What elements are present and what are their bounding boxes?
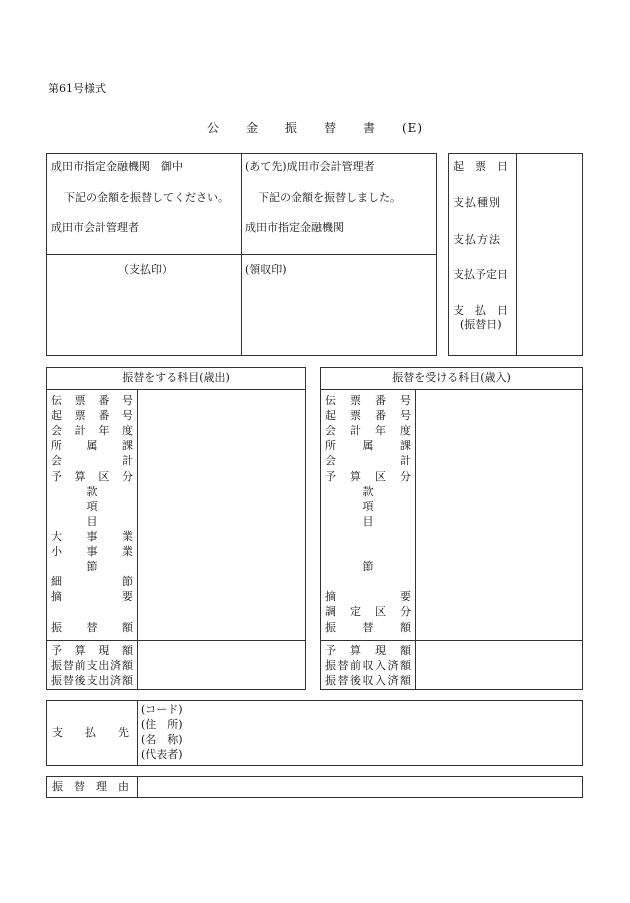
left-section-row: 所 属 課	[51, 439, 133, 453]
left-section-row: 節	[86, 560, 98, 574]
right-section-row	[325, 544, 411, 559]
left-section-row: 振 替 額	[51, 620, 133, 634]
right-section-row: 会 計	[325, 454, 411, 468]
bank-addressee: 成田市指定金融機関 御中	[51, 160, 183, 173]
transfer-notice: 下記の金額を振替しました。	[258, 191, 401, 204]
payment-seal-label: （支払印）	[118, 263, 173, 276]
revenue-header: 振替を受ける科目(歳入)	[392, 371, 511, 384]
right-section-row	[325, 529, 411, 544]
left-section-bottom-row: 予 算 現 額	[51, 644, 133, 657]
right-section-bottom-row: 予 算 現 額	[325, 644, 411, 657]
right-section-row: 所 属 課	[325, 439, 411, 453]
transfer-date-label: (振替日)	[460, 318, 502, 331]
form-title: 公 金 振 替 書 (E)	[206, 121, 424, 135]
notice-issuer: 成田市指定金融機関	[245, 221, 344, 234]
left-section-row: 項	[86, 499, 98, 513]
payee-label: 支 払 先	[52, 726, 129, 739]
left-section-row: 小 事 業	[51, 545, 133, 558]
right-section-row: 起 票 番 号	[325, 409, 411, 423]
receipt-seal-label: (領収印)	[245, 263, 287, 276]
right-section-row: 節	[362, 560, 374, 574]
right-section-row: 予 算 区 分	[325, 469, 411, 483]
form-number: 第61号様式	[48, 82, 106, 95]
left-section-row: 細 節	[51, 575, 133, 589]
reason-label: 振 替 理 由	[52, 780, 129, 793]
left-section-row: 款	[86, 484, 98, 498]
left-section-row: 摘 要	[51, 590, 133, 604]
left-section-row: 目	[86, 514, 98, 528]
left-section-row: 伝 票 番 号	[51, 394, 133, 407]
right-section-row: 会 計 年 度	[325, 424, 411, 438]
treasurer-addressee: (あて先)成田市会計管理者	[245, 160, 375, 173]
left-section-bottom-row: 振 替 後 支 出 済 額	[51, 674, 133, 687]
right-section-row: 振 替 額	[325, 620, 411, 634]
right-section-row: 摘 要	[325, 590, 411, 604]
entry-date-label: 起 票 日	[453, 160, 508, 173]
payment-type-label: 支払種別	[453, 196, 501, 209]
scheduled-date-label: 支払予定日	[453, 268, 508, 281]
payment-method-label: 支払方法	[453, 233, 501, 246]
transfer-request: 下記の金額を振替してください。	[64, 191, 229, 204]
right-section-bottom-row: 振 替 前 収 入 済 額	[325, 659, 411, 672]
left-section-bottom-row: 振 替 前 支 出 済 額	[51, 659, 133, 672]
right-section-row	[325, 574, 411, 589]
left-section-row: 予 算 区 分	[51, 469, 133, 483]
left-section-row: 会 計 年 度	[51, 424, 133, 438]
expenditure-header: 振替をする科目(歳出)	[122, 371, 230, 384]
left-section-row	[51, 604, 133, 619]
right-section-row: 項	[362, 499, 374, 513]
right-section-bottom-row: 振 替 後 収 入 済 額	[325, 674, 411, 687]
right-section-row: 調 定 区 分	[325, 605, 411, 619]
right-section-row: 目	[362, 514, 374, 528]
payment-date-label: 支 払 日	[453, 304, 508, 317]
left-section-row: 起 票 番 号	[51, 409, 133, 423]
right-section-row: 伝 票 番 号	[325, 394, 411, 407]
request-issuer: 成田市会計管理者	[51, 221, 139, 234]
right-section-row: 款	[362, 484, 374, 498]
payee-name-label: (名 称)	[141, 733, 183, 746]
left-section-row: 会 計	[51, 454, 133, 468]
payee-address-label: (住 所)	[141, 718, 183, 731]
left-section-row: 大 事 業	[51, 529, 133, 543]
payee-code-label: (コード)	[141, 703, 183, 716]
payee-representative-label: (代表者)	[141, 748, 183, 761]
